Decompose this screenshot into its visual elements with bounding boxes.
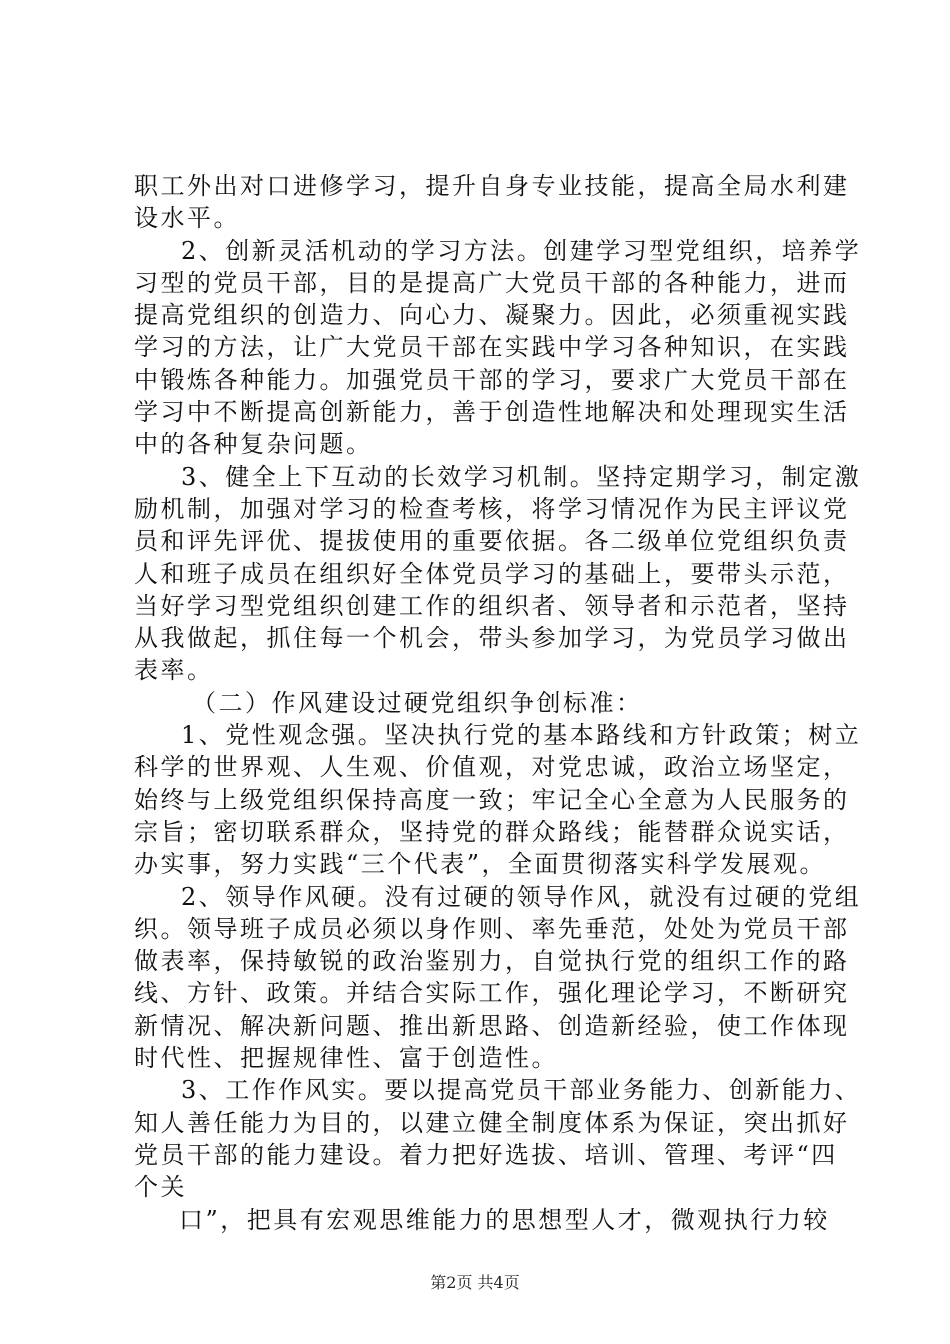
text-line: 宗旨；密切联系群众，坚持党的群众路线；能替群众说实话， [134,817,850,846]
text-line: 口”，把具有宏观思维能力的思想型人才，微观执行力较 [179,1205,830,1234]
text-line: 员和评先评优、提拔使用的重要依据。各二级单位党组织负责 [134,527,850,556]
text-line: 学习中不断提高创新能力，善于创造性地解决和处理现实生活 [134,398,850,427]
text-line: 表率。 [134,656,214,685]
text-line: 中的各种复杂问题。 [134,430,373,459]
text-line: 2、创新灵活机动的学习方法。创建学习型党组织，培养学 [181,236,862,265]
text-line: 新情况、解决新问题、推出新思路、创造新经验，使工作体现 [134,1011,850,1040]
text-line: 1、党性观念强。坚决执行党的基本路线和方针政策；树立 [181,721,862,750]
text-line: 科学的世界观、人生观、价值观，对党忠诚，政治立场坚定， [134,753,850,782]
text-line: 人和班子成员在组织好全体党员学习的基础上，要带头示范， [134,559,850,588]
text-line: 时代性、把握规律性、富于创造性。 [134,1044,558,1073]
text-line: 织。领导班子成员必须以身作则、率先垂范，处处为党员干部 [134,914,850,943]
text-line: 当好学习型党组织创建工作的组织者、领导者和示范者，坚持 [134,591,850,620]
text-line: 办实事，努力实践“三个代表”，全面贯彻落实科学发展观。 [134,850,827,879]
text-line: 始终与上级党组织保持高度一致；牢记全心全意为人民服务的 [134,785,850,814]
text-line: 做表率，保持敏锐的政治鉴别力，自觉执行党的组织工作的路 [134,947,850,976]
text-line: 从我做起，抓住每一个机会，带头参加学习，为党员学习做出 [134,624,850,653]
text-line: 党员干部的能力建设。着力把好选拔、培训、管理、考评“四 [134,1140,838,1169]
text-line: 中锻炼各种能力。加强党员干部的学习，要求广大党员干部在 [134,365,850,394]
text-line: 设水平。 [134,204,240,233]
text-line: 2、领导作风硬。没有过硬的领导作风，就没有过硬的党组 [181,882,862,911]
text-line: 学习的方法，让广大党员干部在实践中学习各种知识，在实践 [134,333,850,362]
document-body [134,170,862,1236]
text-line: 个关 [134,1173,187,1202]
text-line: 线、方针、政策。并结合实际工作，强化理论学习，不断研究 [134,979,850,1008]
text-line: 3、健全上下互动的长效学习机制。坚持定期学习，制定激 [181,462,862,491]
text-line: 知人善任能力为目的，以建立健全制度体系为保证，突出抓好 [134,1108,850,1137]
text-line: 提高党组织的创造力、向心力、凝聚力。因此，必须重视实践 [134,301,850,330]
text-line: （二）作风建设过硬党组织争创标准： [192,688,643,717]
text-line: 3、工作作风实。要以提高党员干部业务能力、创新能力、 [181,1076,862,1105]
text-line: 习型的党员干部，目的是提高广大党员干部的各种能力，进而 [134,268,850,297]
page-footer: 第2页 共4页 [430,1273,520,1292]
text-line: 励机制，加强对学习的检查考核，将学习情况作为民主评议党 [134,494,850,523]
text-line: 职工外出对口进修学习，提升自身专业技能，提高全局水利建 [134,172,850,200]
